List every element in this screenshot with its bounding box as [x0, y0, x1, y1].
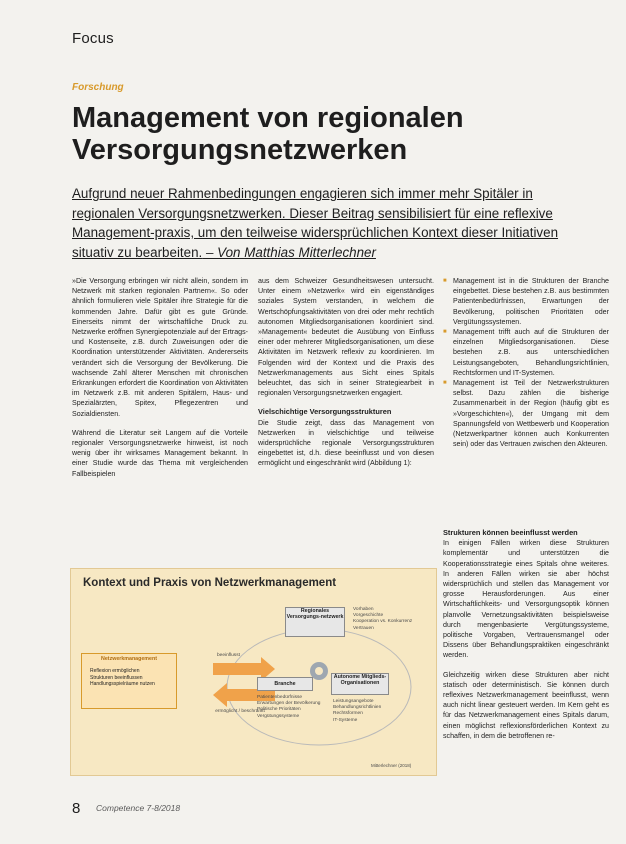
article-kicker: Forschung	[72, 82, 124, 93]
box-network-management	[81, 653, 177, 709]
list-item: Kooperation vs. Konkurrenz	[353, 619, 413, 625]
list-item: Vergütungssysteme	[257, 713, 300, 719]
subheading: Vielschichtige Versorgungsstrukturen	[258, 407, 392, 417]
list-item: Vertrauen	[353, 625, 374, 631]
list-item: ■ Management ist Teil der Netzwerkstrukturen selbst. Dazu zählen die bisherige Zusammenarbeit in der Region (häufig gibt es »Vorgeschichten«), der Umgang mit dem Spannungsfeld von Wettbewerb und Kooperation (Netzwerkpartner können auch Konkurrenten sein) oder das Vertrauen zwischen den Akteuren.	[443, 378, 609, 449]
list-item: Politische Prioritäten	[257, 707, 301, 713]
arrow-label-top: beeinflusst	[217, 653, 240, 658]
column-3-continued	[443, 528, 609, 750]
network-items	[353, 607, 419, 632]
paragraph: »Die Versorgung erbringen wir nicht allein, sondern im Netzwerk mit starken regionalen Partnern«. So oder ähnlich formulieren viele Spitäler ihre Strategie für die kommenden Jahre. Dafür gibt es gute Gründe. Einerseits nimmt der wirtschaftliche Druck zu. Netzwerke eröffnen Synergiepotenziale auf der Ertrags- und Kostenseite, z.B. durch Zuweisungen oder die Koordination unterstützender Aktivitäten. Andererseits verändert sich die Versorgung der Bevölkerung. Die wachsende Zahl älterer Menschen mit chronischen Erkrankungen erfordert die Koordination von Aktivitäten im Netzwerk z.B. mit anderen Spitälern, Haus- und Spezialärzten, Spitex, Pflegezentren und Sozialdiensten.	[72, 277, 248, 418]
list-item: IT-Systeme	[333, 717, 358, 723]
column-1	[72, 276, 248, 488]
list-item: Vorgeschichte	[353, 613, 384, 619]
list-item: Strukturen beeinflussen	[90, 674, 143, 681]
paragraph: In einigen Fällen wirken diese Strukturen komplementär und unterstützen die Kooperationsstrategie eines Spitals ohne weiteres. In anderen Fällen wirken sie aber höchst widersprüchlich und stellen das Management vor grosse Herausforderungen. Aus einer Wirtschaftlichkeits- und Versorgungsoptik können planvolle Vernetzungsaktivitäten beispielsweise durch mengenbasierte Vergütungssysteme, politische Vorgaben, Vertrauensmangel oder Dissens über Behandlungspraktiken eingeschränkt werden.	[443, 539, 609, 660]
box-label: Branche	[274, 681, 296, 687]
subheading: Strukturen können beeinflusst werden	[443, 528, 578, 537]
paragraph: Während die Literatur seit Langem auf die Vorteile regionaler Versorgungsnetzwerke hinweist, ist noch wenig über ihr wirksames Management bekannt. In einer Studie wurde das Thema mit vergleichenden Fallbeispielen	[72, 428, 248, 478]
figure-title: Kontext und Praxis von Netzwerkmanagement	[83, 577, 337, 589]
paragraph: Gleichzeitig wirken diese Strukturen aber nicht statisch oder deterministisch. Sie können durch reflexives Netzwerkmanagement beeinflusst, wenn auch nicht linear gesteuert werden. Im Kern geht es für das Netzwerkmanagement eines Spitals darum, einen möglichst reflexionsförderlichen Kontext zu schaffen, in dem die betroffenen re-	[443, 670, 609, 740]
management-items	[82, 668, 176, 687]
organization-items	[333, 699, 397, 724]
publication-name: Competence 7-8/2018	[96, 803, 181, 813]
arrow-label-bottom: ermöglicht / beschränkt	[215, 709, 265, 714]
column-3	[443, 276, 609, 457]
article-title: Management von regionalen Versorgungsnetzwerken	[72, 102, 464, 166]
list-item: Erwartungen der Bevölkerung	[257, 701, 321, 707]
paragraph: Die Studie zeigt, dass das Management von Netzwerken in vielschichtige und teilweise widersprüchliche regionale Versorgungsstrukturen eingebettet ist, d.h. diese beeinflusst und von diesen ermöglicht und eingeschränkt wird (Abbildung 1):	[258, 418, 434, 468]
list-item: Leistungsangebote	[333, 699, 374, 704]
column-2	[258, 276, 434, 478]
paragraph: aus dem Schweizer Gesundheitswesen untersucht. Unter einem »Netzwerk« wird ein eigenständiges soziales System verstanden, in welchem die Wertschöpfungsaktivitäten von drei oder mehr rechtlich autonomen Mitgliedsorganisationen koordiniert sind. »Management« bedeutet die Ausübung von Einfluss einer oder mehrerer Mitgliedsorganisationen, um diese Aktivitäten im Netzwerk reflexiv zu koordinieren. Im Folgenden wird der Kontext und die Praxis des Netzwerkmanagements aus Sicht eines Spitals beleuchtet, das sich in seiner Strategiearbeit in regionalen Versorgungsnetzwerken engagiert.	[258, 277, 434, 398]
figure-source: Mitterlechner (2018)	[371, 763, 412, 768]
box-industry	[257, 677, 313, 691]
section-label: Focus	[72, 30, 114, 47]
lead-author: – Von Matthias Mitterlechner	[206, 244, 376, 260]
box-regional-network	[285, 607, 345, 637]
list-item: ■ Management trifft auch auf die Strukturen der einzelnen Mitgliedsorganisationen. Diese bestehen z.B. aus unterschiedlichen Leistungsangeboten, Behandlungsrichtlinien, Rechtsformen und IT-Systemen.	[443, 327, 609, 378]
page-number: 8	[72, 800, 81, 817]
box-member-organizations	[331, 673, 389, 695]
list-item: ■ Management ist in die Strukturen der Branche eingebettet. Diese bestehen z.B. aus bestimmten Patientenbedürfnissen, Erwartungen der Bevölkerung, politischen Prioritäten oder Vergütungssystemen.	[443, 276, 609, 327]
box-label: Regionales Versorgungs-netzwerk	[286, 608, 344, 621]
list-item: Vorhaben	[353, 607, 374, 612]
list-item: Reflexion ermöglichen	[90, 668, 140, 675]
lead-text: Aufgrund neuer Rahmenbedingungen engagieren sich immer mehr Spitäler in regionalen Versorgungsnetzwerken. Dieser Beitrag sensibilisiert für eine reflexive Management-praxis, um den teilweise widersprüchlichen Kontext dieser Initiativen situativ zu bearbeiten.	[72, 186, 559, 260]
box-label: Autonome Mitglieds-Organisationen	[333, 674, 387, 687]
bullet-list	[443, 276, 609, 449]
list-item: Handlungsspielräume nutzen	[90, 681, 155, 688]
list-item: Patientenbedürfnisse	[257, 695, 303, 700]
list-item: Rechtsformen	[333, 711, 363, 717]
article-lead	[72, 184, 572, 262]
box-label: Netzwerkmanagement	[101, 656, 157, 662]
gear-hub	[315, 667, 323, 675]
figure-network-management	[70, 568, 437, 776]
industry-items	[257, 695, 321, 720]
list-item: Behandlungsrichtlinien	[333, 705, 382, 711]
